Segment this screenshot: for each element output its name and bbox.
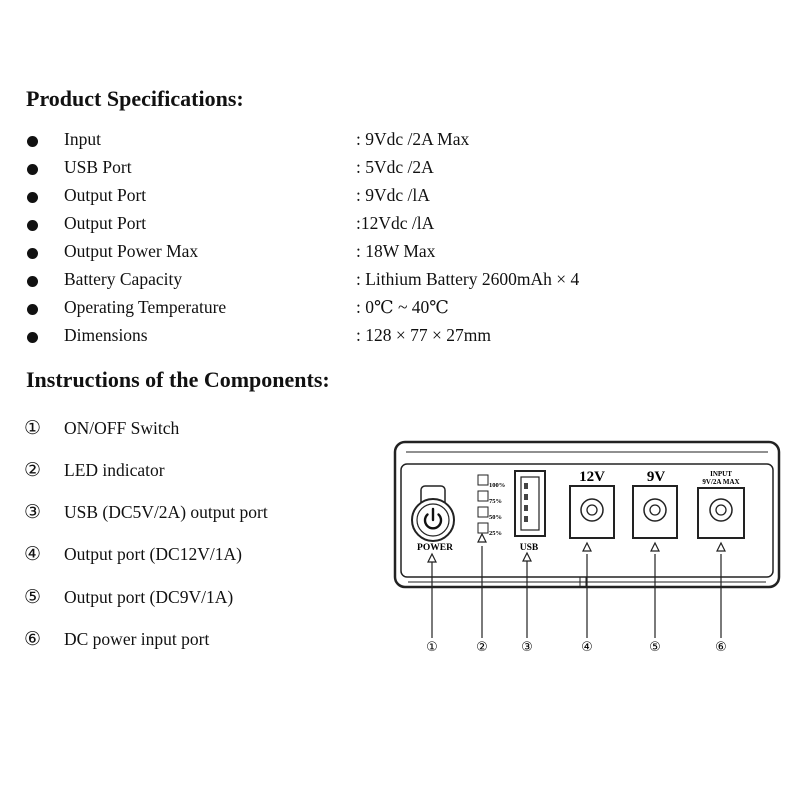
spec-item	[0, 185, 800, 213]
callout-number: ③	[521, 640, 533, 655]
usb-label: USB	[519, 543, 539, 553]
bullet-icon	[27, 192, 38, 203]
circled-number: ⑥	[24, 628, 42, 650]
bullet-icon	[27, 276, 38, 287]
input-port	[698, 470, 744, 538]
circled-number: ③	[24, 501, 42, 523]
component-label: USB (DC5V/2A) output port	[64, 502, 268, 522]
spec-label: USB Port	[64, 157, 132, 177]
port-12v-label: 12V	[579, 469, 605, 485]
component-item	[0, 418, 380, 448]
spec-item	[0, 241, 800, 269]
spec-value: : 9Vdc /lA	[356, 185, 430, 205]
specifications-title: Product Specifications:	[26, 86, 244, 111]
spec-value: : Lithium Battery 2600mAh × 4	[356, 269, 580, 289]
port-12v	[570, 469, 614, 538]
bullet-icon	[27, 164, 38, 175]
spec-label: Output Port	[64, 213, 147, 233]
bullet-icon	[27, 220, 38, 231]
spec-value: :12Vdc /lA	[356, 213, 435, 233]
spec-value: : 0℃ ~ 40℃	[356, 297, 449, 317]
component-item	[0, 502, 380, 532]
spec-label: Battery Capacity	[64, 269, 183, 289]
spec-item	[0, 269, 800, 297]
spec-value: : 9Vdc /2A Max	[356, 129, 470, 149]
spec-item	[0, 297, 800, 325]
spec-item	[0, 157, 800, 185]
input-label-line2: 9V/2A MAX	[702, 478, 740, 486]
callout-number: ④	[581, 640, 593, 655]
callout-number: ①	[426, 640, 438, 655]
spec-label: Output Port	[64, 185, 147, 205]
led-level-label: 100%	[489, 482, 506, 489]
device-diagram	[390, 430, 790, 665]
component-item	[0, 544, 380, 574]
component-label: LED indicator	[64, 460, 165, 480]
spec-label: Operating Temperature	[64, 297, 227, 317]
circled-number: ①	[24, 417, 42, 439]
component-label: Output port (DC12V/1A)	[64, 544, 242, 564]
spec-value: : 18W Max	[356, 241, 436, 261]
power-label: POWER	[417, 543, 453, 553]
circled-number: ②	[24, 459, 42, 481]
bullet-icon	[27, 332, 38, 343]
spec-label: Input	[64, 129, 101, 149]
spec-item	[0, 213, 800, 241]
component-label: DC power input port	[64, 629, 210, 649]
bullet-icon	[27, 136, 38, 147]
led-level-label: 25%	[489, 530, 502, 537]
components-title: Instructions of the Components:	[26, 367, 330, 392]
component-label: ON/OFF Switch	[64, 418, 180, 438]
component-item	[0, 460, 380, 490]
spec-value: : 5Vdc /2A	[356, 157, 434, 177]
bullet-icon	[27, 304, 38, 315]
component-label: Output port (DC9V/1A)	[64, 587, 234, 607]
input-label-line1: INPUT	[710, 470, 732, 478]
port-9v	[633, 469, 677, 538]
component-item	[0, 587, 380, 617]
spec-item	[0, 325, 800, 353]
bullet-icon	[27, 248, 38, 259]
circled-number: ⑤	[24, 586, 42, 608]
callout-number: ⑥	[715, 640, 727, 655]
callout-number: ⑤	[649, 640, 661, 655]
callout-number: ②	[476, 640, 488, 655]
circled-number: ④	[24, 543, 42, 565]
spec-value: : 128 × 77 × 27mm	[356, 325, 491, 345]
component-item	[0, 629, 380, 659]
spec-label: Dimensions	[64, 325, 148, 345]
led-level-label: 75%	[489, 498, 502, 505]
led-indicator	[478, 475, 505, 537]
led-level-label: 50%	[489, 514, 502, 521]
power-button	[412, 486, 454, 553]
port-9v-label: 9V	[646, 469, 666, 485]
spec-item	[0, 129, 800, 157]
usb-port	[515, 471, 545, 553]
spec-label: Output Power Max	[64, 241, 199, 261]
